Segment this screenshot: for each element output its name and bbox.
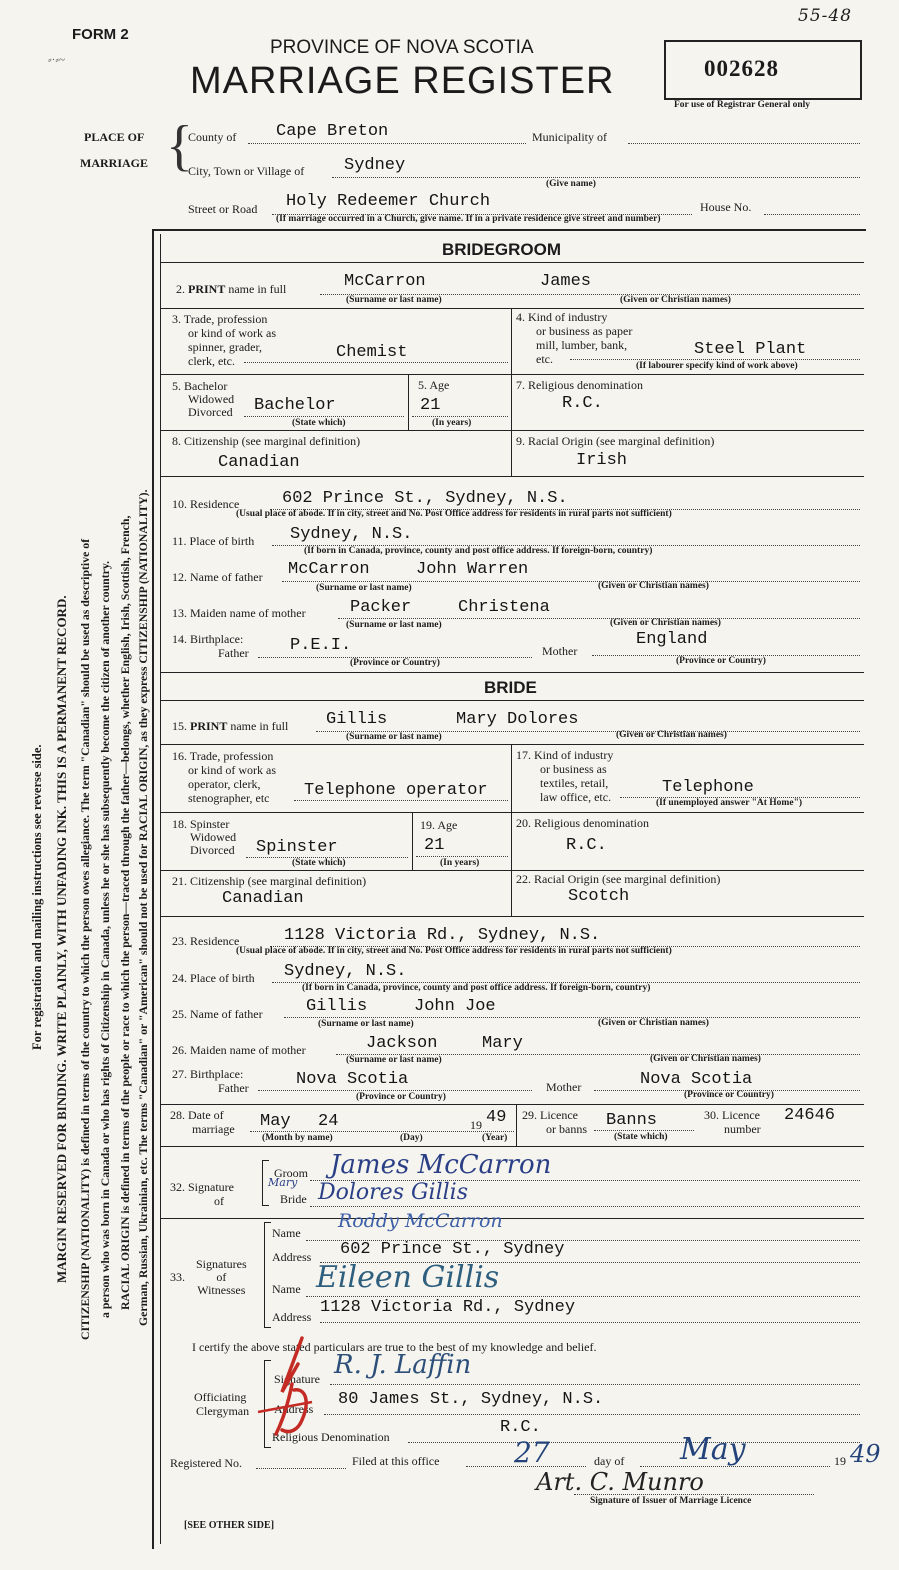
margin-note-2: MARGIN RESERVED FOR BINDING. WRITE PLAINLY, WITH UNFADING INK. THIS IS A PERMANENT RECORD. xyxy=(54,595,69,1283)
bride-bp-father: Nova Scotia xyxy=(296,1070,409,1089)
county-value: Cape Breton xyxy=(276,122,389,141)
groom-name-in-full: name in full xyxy=(228,282,287,296)
groom-origin-label: 9. Racial Origin (see marginal definition) xyxy=(516,434,715,448)
bride-bp-mother-note: (Province or Country) xyxy=(684,1090,774,1100)
groom-industry-l4: etc. xyxy=(536,352,553,366)
groom-religion: R.C. xyxy=(562,394,603,413)
filed-month: May xyxy=(680,1432,746,1467)
bride-industry: Telephone xyxy=(662,778,754,797)
licence-no-l1: 30. Licence xyxy=(704,1108,760,1122)
groom-bp-label: 14. Birthplace: xyxy=(172,632,244,646)
corner-note: 55-48 xyxy=(798,6,853,26)
bride-industry-note: (If unemployed answer "At Home") xyxy=(656,798,803,808)
bride-origin-label: 22. Racial Origin (see marginal definition) xyxy=(516,872,721,886)
form-scribble: ⸗·⸗~ xyxy=(48,54,65,66)
signature-label-l2: of xyxy=(214,1194,224,1208)
bride-print-label: PRINT xyxy=(190,719,228,733)
groom-father-given: John Warren xyxy=(416,560,529,579)
bride-bp-father-label: Father xyxy=(218,1081,249,1095)
marriage-day: 24 xyxy=(318,1112,339,1131)
licence-label xyxy=(522,1108,587,1136)
groom-industry: Steel Plant xyxy=(694,340,807,359)
bride-trade: Telephone operator xyxy=(304,781,488,800)
bride-industry-l2: or business as xyxy=(540,762,607,776)
bride-industry-l4: law office, etc. xyxy=(540,790,612,804)
witness-num: 33. xyxy=(170,1270,185,1284)
bride-name-num: 15. xyxy=(172,719,187,733)
wit2-address: 1128 Victoria Rd., Sydney xyxy=(320,1298,576,1317)
bride-trade-l3: operator, clerk, xyxy=(188,777,261,791)
bride-industry-label xyxy=(516,748,613,804)
groom-bp-mother: England xyxy=(636,630,708,649)
margin-note-3: CITIZENSHIP (NATIONALITY) is defined in terms of the country to which the person owes allegiance. The term "Canadian" should be used as descriptive of xyxy=(78,538,92,1340)
bride-given: Mary Dolores xyxy=(456,710,579,729)
signature-label-l1: 32. Signature xyxy=(170,1180,234,1194)
date-label-l1: 28. Date of xyxy=(170,1108,224,1122)
bride-name-in-full: name in full xyxy=(230,719,289,733)
clergy-sig-label: Signature xyxy=(274,1372,320,1386)
bride-age: 21 xyxy=(424,836,445,855)
margin-note-5: RACIAL ORIGIN is defined in terms of the people or race to which the person—traced through the father—belongs, whether English, Irish, Scottish, French, xyxy=(118,515,132,1310)
groom-mother-surname: Packer xyxy=(350,598,412,617)
licence-no-label xyxy=(704,1108,761,1136)
groom-mother-given-note: (Given or Christian names) xyxy=(610,618,721,628)
groom-trade-l1: 3. Trade, profession xyxy=(172,312,268,326)
clergy-address: 80 James St., Sydney, N.S. xyxy=(338,1390,604,1409)
wit1-address: 602 Prince St., Sydney xyxy=(340,1240,565,1259)
marriage-label: MARRIAGE xyxy=(80,156,148,170)
clergy-signature: R. J. Laffin xyxy=(334,1350,472,1380)
county-label: County of xyxy=(188,130,237,144)
bride-sig-label: Bride xyxy=(280,1192,307,1206)
denomination: R.C. xyxy=(500,1418,541,1437)
margin-note-1: For registration and mailing instructions see reverse side. xyxy=(30,744,44,1050)
municipality-label: Municipality of xyxy=(532,130,607,144)
clergy-address-label: Address xyxy=(274,1402,314,1416)
bride-mother-surname: Jackson xyxy=(366,1034,438,1053)
groom-father-surname-note: (Surname or last name) xyxy=(316,583,412,593)
year-note: (Year) xyxy=(482,1133,508,1143)
groom-status-l3: Divorced xyxy=(188,405,233,419)
margin-note-6: German, Russian, Ukrainian, etc. The terms "Canadian" or "American" should not be used for RACIAL ORIGIN, as they express CITIZENSHIP (NATIONALITY). xyxy=(136,489,150,1326)
groom-birth: Sydney, N.S. xyxy=(290,525,413,544)
groom-trade-l4: clerk, etc. xyxy=(188,354,235,368)
bride-industry-l3: textiles, retail, xyxy=(540,776,609,790)
groom-citizenship: Canadian xyxy=(218,453,300,472)
bride-status: Spinster xyxy=(256,838,338,857)
registered-no-label: Registered No. xyxy=(170,1456,242,1470)
bride-heading: BRIDE xyxy=(484,678,537,697)
day-note: (Day) xyxy=(400,1133,423,1143)
wit1-name-label: Name xyxy=(272,1226,301,1240)
groom-mother-surname-note: (Surname or last name) xyxy=(346,620,442,630)
licence-label-l2: or banns xyxy=(546,1122,587,1136)
bride-age-label: 19. Age xyxy=(420,818,458,832)
bride-father-given: John Joe xyxy=(414,997,496,1016)
street-note: (If marriage occurred in a Church, give name. If in a private residence give street and number) xyxy=(276,214,661,224)
bride-sig-prefix: Mary xyxy=(268,1176,298,1189)
licence-number: 24646 xyxy=(784,1106,836,1125)
groom-birth-note: (If born in Canada, province, county and post office address. If foreign-born, country) xyxy=(304,546,653,556)
bride-mother-given-note: (Given or Christian names) xyxy=(650,1054,761,1064)
bride-surname-note: (Surname or last name) xyxy=(346,732,442,742)
bride-industry-l1: 17. Kind of industry xyxy=(516,748,614,762)
bride-residence-note: (Usual place of abode. If in city, street and No. Post Office address for residents in rural parts not sufficient) xyxy=(236,946,672,956)
bride-residence-label: 23. Residence xyxy=(172,934,240,948)
witness-label-l2: of xyxy=(216,1270,227,1284)
groom-age-label: 5. Age xyxy=(418,378,450,392)
bride-religion-label: 20. Religious denomination xyxy=(516,816,649,830)
bride-age-note: (In years) xyxy=(440,858,480,868)
groom-birth-label: 11. Place of birth xyxy=(172,534,255,548)
bride-given-note: (Given or Christian names) xyxy=(616,730,727,740)
day-of-label: day of xyxy=(594,1454,625,1468)
groom-trade-l2: or kind of work as xyxy=(188,326,276,340)
wit2-address-label: Address xyxy=(272,1310,312,1324)
groom-origin: Irish xyxy=(576,451,628,470)
give-name-note: (Give name) xyxy=(546,179,596,189)
marriage-year: 49 xyxy=(486,1108,507,1127)
certify-statement: I certify the above stated particulars are true to the best of my knowledge and belief. xyxy=(192,1340,597,1354)
filed-year: 49 xyxy=(850,1440,881,1468)
witness-brace xyxy=(264,1222,271,1328)
place-of-label: PLACE OF xyxy=(84,130,145,144)
groom-industry-l2: or business as paper xyxy=(536,324,633,338)
groom-father-surname: McCarron xyxy=(288,560,370,579)
bride-citizenship-label: 21. Citizenship (see marginal definition) xyxy=(172,874,367,888)
bride-status-label xyxy=(172,818,236,857)
groom-father-given-note: (Given or Christian names) xyxy=(598,581,709,591)
groom-residence-label: 10. Residence xyxy=(172,497,240,511)
groom-status: Bachelor xyxy=(254,396,336,415)
licence-note: (State which) xyxy=(614,1132,668,1142)
groom-signature: James McCarron xyxy=(330,1150,552,1180)
house-label: House No. xyxy=(700,200,752,214)
groom-bp-mother-note: (Province or Country) xyxy=(676,656,766,666)
bride-signature: Dolores Gillis xyxy=(318,1180,468,1205)
groom-industry-l3: mill, lumber, bank, xyxy=(536,338,628,352)
bride-trade-label xyxy=(172,749,276,805)
licence-no-l2: number xyxy=(724,1122,761,1136)
place-brace: { xyxy=(166,115,193,177)
groom-bp-mother-label: Mother xyxy=(542,644,578,658)
groom-citizenship-label: 8. Citizenship (see marginal definition) xyxy=(172,434,361,448)
groom-mother-label: 13. Maiden name of mother xyxy=(172,606,306,620)
street-label: Street or Road xyxy=(188,202,258,216)
groom-status-l2: Widowed xyxy=(188,392,235,406)
bridegroom-heading: BRIDEGROOM xyxy=(442,240,561,259)
bride-mother-given: Mary xyxy=(482,1034,523,1053)
bride-mother-label: 26. Maiden name of mother xyxy=(172,1043,306,1057)
bride-father-given-note: (Given or Christian names) xyxy=(598,1018,709,1028)
red-check-mark xyxy=(252,1330,324,1440)
margin-note-4: a person who was born in Canada or who has rights of Citizenship in Canada, unless he or she has subsequently become the citizen of another country. xyxy=(98,560,112,1318)
province-title: PROVINCE OF NOVA SCOTIA xyxy=(270,37,534,58)
bride-name-label xyxy=(172,719,288,734)
groom-religion-label: 7. Religious denomination xyxy=(516,378,643,392)
groom-age-note: (In years) xyxy=(432,418,472,428)
bride-bp-father-note: (Province or Country) xyxy=(356,1092,446,1102)
clergy-label xyxy=(194,1390,249,1418)
bride-bp-mother-label: Mother xyxy=(546,1080,582,1094)
witness-label-l3: Witnesses xyxy=(197,1283,246,1297)
filed-year-prefix: 19 xyxy=(834,1454,846,1468)
bride-mother-surname-note: (Surname or last name) xyxy=(346,1055,442,1065)
wit1-address-label: Address xyxy=(272,1250,312,1264)
groom-status-l1: 5. Bachelor xyxy=(172,379,228,393)
groom-surname: McCarron xyxy=(344,272,426,291)
groom-given-note: (Given or Christian names) xyxy=(620,295,731,305)
groom-print-label: PRINT xyxy=(188,282,226,296)
groom-status-note: (State which) xyxy=(292,418,346,428)
bride-trade-l2: or kind of work as xyxy=(188,763,276,777)
groom-bp-father-label: Father xyxy=(218,646,249,660)
wit2-signature: Eileen Gillis xyxy=(316,1260,500,1295)
signature-label xyxy=(170,1180,234,1208)
groom-surname-note: (Surname or last name) xyxy=(346,295,442,305)
licence-type: Banns xyxy=(606,1111,658,1130)
filed-label: Filed at this office xyxy=(352,1454,440,1468)
form-label: FORM 2 xyxy=(72,26,129,43)
groom-status-label xyxy=(172,380,234,419)
groom-industry-l1: 4. Kind of industry xyxy=(516,310,608,324)
groom-age: 21 xyxy=(420,396,441,415)
bride-bp-label: 27. Birthplace: xyxy=(172,1067,244,1081)
denomination-label: Religious Denomination xyxy=(272,1430,390,1444)
bride-status-note: (State which) xyxy=(292,858,346,868)
bride-origin: Scotch xyxy=(568,887,630,906)
bride-religion: R.C. xyxy=(566,836,607,855)
bride-birth-label: 24. Place of birth xyxy=(172,971,255,985)
wit2-name-label: Name xyxy=(272,1282,301,1296)
bride-birth: Sydney, N.S. xyxy=(284,962,407,981)
groom-father-label: 12. Name of father xyxy=(172,570,263,584)
see-other-side: [SEE OTHER SIDE] xyxy=(184,1520,275,1531)
groom-bp-father-note: (Province or Country) xyxy=(350,658,440,668)
groom-trade: Chemist xyxy=(336,343,408,362)
issuer-label: Signature of Issuer of Marriage Licence xyxy=(590,1496,752,1506)
bride-surname: Gillis xyxy=(326,710,388,729)
bride-birth-note: (If born in Canada, province, county and post office address. If foreign-born, country) xyxy=(302,983,651,993)
groom-trade-l3: spinner, grader, xyxy=(188,340,263,354)
licence-label-l1: 29. Licence xyxy=(522,1108,578,1122)
bride-trade-l4: stenographer, etc xyxy=(188,791,270,805)
groom-trade-label xyxy=(172,312,276,368)
bride-status-l3: Divorced xyxy=(190,843,235,857)
groom-industry-note: (If labourer specify kind of work above) xyxy=(636,361,798,371)
city-label: City, Town or Village of xyxy=(188,164,305,178)
bride-residence: 1128 Victoria Rd., Sydney, N.S. xyxy=(284,926,601,945)
marriage-month: May xyxy=(260,1112,291,1131)
groom-name-label xyxy=(176,282,286,297)
groom-given: James xyxy=(540,272,592,291)
register-number: 002628 xyxy=(704,56,779,81)
groom-name-num: 2. xyxy=(176,282,185,296)
clergy-label-l1: Officiating xyxy=(194,1390,247,1404)
city-value: Sydney xyxy=(344,156,406,175)
bride-father-surname: Gillis xyxy=(306,997,368,1016)
filed-day: 27 xyxy=(514,1436,550,1469)
bride-citizenship: Canadian xyxy=(222,889,304,908)
groom-sig-label: Groom xyxy=(274,1166,308,1180)
issuer-signature: Art. C. Munro xyxy=(536,1468,704,1496)
groom-industry-label xyxy=(516,310,632,366)
month-note: (Month by name) xyxy=(262,1133,333,1143)
bride-father-surname-note: (Surname or last name) xyxy=(318,1019,414,1029)
groom-residence-note: (Usual place of abode. If in city, street and No. Post Office address for residents in rural parts not sufficient) xyxy=(236,509,672,519)
registrar-note: For use of Registrar General only xyxy=(674,100,811,110)
clergy-label-l2: Clergyman xyxy=(196,1404,250,1418)
bride-status-l2: Widowed xyxy=(190,830,237,844)
groom-bp-father: P.E.I. xyxy=(290,636,352,655)
groom-residence: 602 Prince St., Sydney, N.S. xyxy=(282,489,568,508)
bride-bp-mother: Nova Scotia xyxy=(640,1070,753,1089)
bride-status-l1: 18. Spinster xyxy=(172,817,230,831)
date-label-l2: marriage xyxy=(192,1122,235,1136)
witness-label xyxy=(196,1258,247,1297)
wit1-signature: Roddy McCarron xyxy=(338,1210,503,1232)
marriage-year-prefix: 19 xyxy=(470,1118,482,1132)
page-title: MARRIAGE REGISTER xyxy=(190,60,615,102)
street-value: Holy Redeemer Church xyxy=(286,192,491,211)
witness-label-l1: Signatures xyxy=(196,1257,247,1271)
bride-father-label: 25. Name of father xyxy=(172,1007,263,1021)
date-label xyxy=(170,1108,235,1136)
groom-mother-given: Christena xyxy=(458,598,550,617)
bride-trade-l1: 16. Trade, profession xyxy=(172,749,274,763)
